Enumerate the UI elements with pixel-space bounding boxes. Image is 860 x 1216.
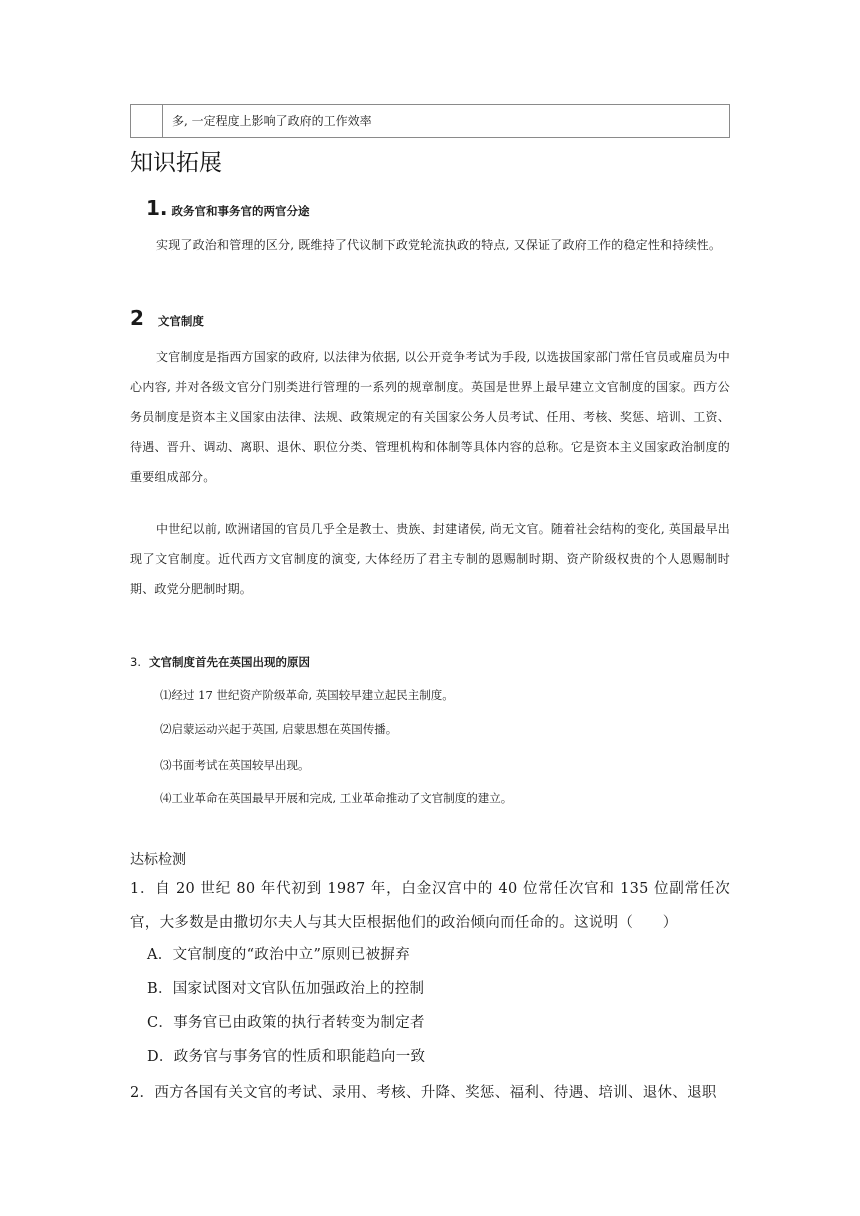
section-title: 知识拓展	[130, 150, 222, 176]
topic2-number: 2	[130, 306, 144, 330]
question-1-option-c: C．事务官已由政策的执行者转变为制定者	[147, 1015, 425, 1031]
topic3-item: ⑶书面考试在英国较早出现。	[160, 758, 310, 772]
topic3-item: ⑷工业革命在英国最早开展和完成, 工业革命推动了文官制度的建立。	[160, 791, 513, 805]
topic3-item: ⑴经过 17 世纪资产阶级革命, 英国较早建立起民主制度。	[160, 688, 454, 702]
question-2: 2．西方各国有关文官的考试、录用、考核、升降、奖惩、福利、待遇、培训、退休、退职	[130, 1085, 717, 1101]
topic3-number: 3.	[130, 655, 141, 669]
question-1-option-b: B．国家试图对文官队伍加强政治上的控制	[147, 981, 425, 997]
table-cell-empty	[131, 105, 163, 137]
topic3-item: ⑵启蒙运动兴起于英国, 启蒙思想在英国传播。	[160, 722, 398, 736]
topic1-heading	[146, 196, 310, 220]
exercise-title: 达标检测	[130, 852, 186, 868]
topic2-paragraph-1: 文官制度是指西方国家的政府, 以法律为依据, 以公开竞争考试为手段, 以选拔国家部门常任官员或雇员为中心内容, 并对各级文官分门别类进行管理的一系列的规章制度。英国是世界上最早建立文官制度的国家。西方公务员制度是资本主义国家由法律、法规、政策规定的有关国家公务人员考试、任用、考核、奖惩、培训、工资、待遇、晋升、调动、离职、退休、职位分类、管理机构和体制等具体内容的总称。它是资本主义国家政治制度的重要组成部分。	[130, 350, 730, 484]
table-cell-text: 多, 一定程度上影响了政府的工作效率	[172, 114, 372, 128]
topic3-title: 文官制度首先在英国出现的原因	[148, 655, 310, 669]
topic2-title: 文官制度	[157, 314, 204, 328]
topic2-heading	[130, 306, 204, 330]
question-1: 1．自 20 世纪 80 年代初到 1987 年，白金汉宫中的 40 位常任次官和 135 位副常任次官，大多数是由撒切尔夫人与其大臣根据他们的政治倾向而任命的。这说明（ ）	[130, 881, 730, 931]
topic3-heading	[130, 654, 310, 670]
topic1-body: 实现了政治和管理的区分, 既维持了代议制下政党轮流执政的特点, 又保证了政府工作的稳定性和持续性。	[156, 238, 722, 252]
question-1-option-a: A．文官制度的“政治中立”原则已被摒弃	[147, 947, 410, 963]
info-table-row	[130, 104, 730, 138]
question-1-option-d: D．政务官与事务官的性质和职能趋向一致	[147, 1049, 426, 1065]
topic2-paragraph-2: 中世纪以前, 欧洲诸国的官员几乎全是教士、贵族、封建诸侯, 尚无文官。随着社会结构的变化, 英国最早出现了文官制度。近代西方文官制度的演变, 大体经历了君主专制的恩赐制时期、资产阶级权贵的个人恩赐制时期、政党分肥制时期。	[130, 522, 730, 596]
topic1-title: 政务官和事务官的两官分途	[171, 204, 310, 218]
topic1-number: 1.	[146, 196, 168, 220]
